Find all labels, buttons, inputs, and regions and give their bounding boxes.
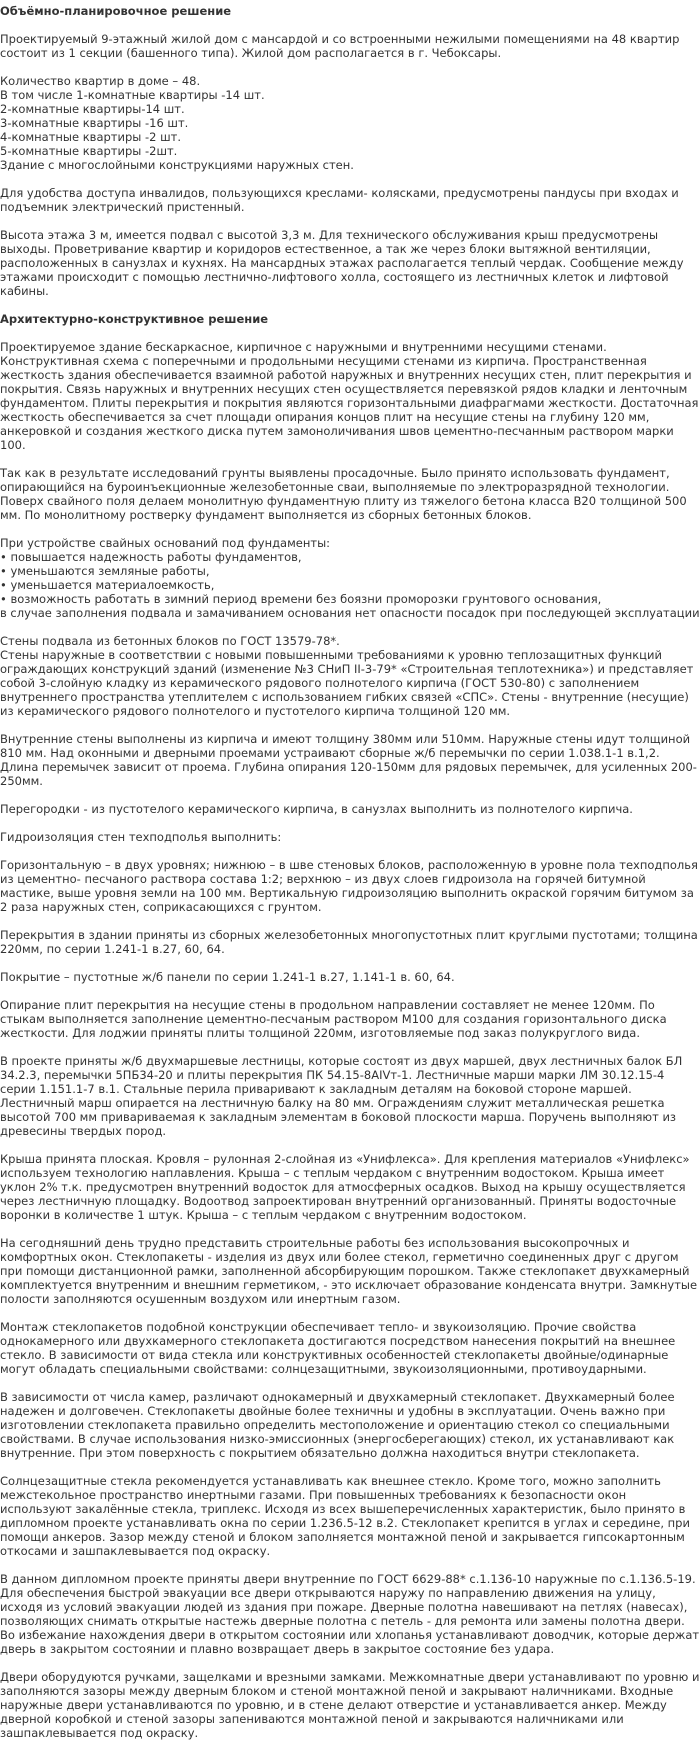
paragraph: Солнцезащитные стекла рекомендуется устанавливать как внешнее стекло. Кроме того, можно заполнить межстекольное пространство инертными газами. При повышенных требованиях к безопасности окон используют закалённые стекла, триплекс. Исходя из всех вышеперечисленных характеристик, было принято в дипломном проекте устанавливать окна по серии 1.236.5-12 в.2. Стеклопакет крепится в углах и середине, при помощи анкеров. Зазор между стеной и блоком заполняется монтажной пеной и закрывается гипсокартонным откосами и зашпаклевывается под окраску. <box>0 1474 690 1558</box>
section-heading-architecture: Архитектурно-конструктивное решение <box>0 312 269 326</box>
paragraph: Для удобства доступа инвалидов, пользующихся креслами- колясками, предусмотрены пандусы при входах и подъемник электрический пристенный. <box>0 186 679 214</box>
paragraph: Перегородки - из пустотелого керамического кирпича, в санузлах выполнить из полнотелого кирпича. <box>0 802 633 816</box>
paragraph: Проектируемое здание бескаркасное, кирпичное с наружными и внутренними несущими стенами. Конструктивная схема с поперечными и продольными несущими стенами из кирпича. Пространственная жесткость здания обеспечивается взаимной работой наружных и внутренних несущих стен, плит перекрытия и покрытия. Связь наружных и внутренних несущих стен осуществляется перевязкой рядов кладки и ленточным фундаментом. Плиты перекрытия и покрытия являются горизонтальными диафрагмами жесткости. Достаточная жесткость обеспечивается за счет площади опирания концов плит на несущие стены на глубину 120 мм, анкеровкой и создания жесткого диска путем замоноличивания швов цементно-песчанным раствором марки 100. <box>0 340 699 452</box>
section-heading-planning: Объёмно-планировочное решение <box>0 4 232 18</box>
paragraph: На сегодняшний день трудно представить строительные работы без использования высокопрочных и комфортных окон. Стеклопакеты - изделия из двух или более стекол, герметично соединенных друг с другом при помощи дистанционной рамки, заполненной абсорбирующим порошком. Также стеклопакет двухкамерный комплектуется внутренним и внешним герметиком, - это исключает образование конденсата внутри. Замкнутые полости заполняются осушенным воздухом или инертным газом. <box>0 1236 698 1306</box>
paragraph: Горизонтальную – в двух уровнях; нижнюю – в шве стеновых блоков, расположенную в уровне пола техподполья из цементно- песчаного раствора состава 1:2; верхнюю – из двух слоев гидроизола на горячей битумной мастике, выше уровня земли на 100 мм. Вертикальную гидроизоляцию выполнить окраской горячим битумом за 2 раза наружных стен, соприкасающихся с грунтом. <box>0 858 698 914</box>
paragraph: В зависимости от числа камер, различают однокамерный и двухкамерный стеклопакет. Двухкамерный более надежен и долговечен. Стеклопакеты двойные более техничны и удобны в эксплуатации. Очень важно при изготовлении стеклопакета правильно определить местоположение и ориентацию стекол со специальными свойствами. В случае использования низко-эмиссионных (энергосберегающих) стекол, их устанавливают как внутренние. При этом поверхность с покрытием обязательно должна находиться внутри стеклопакета. <box>0 1390 675 1460</box>
section-planning <box>0 32 700 298</box>
paragraph: При устройстве свайных оснований под фундаменты: • повышается надежность работы фундаментов, • уменьшаются земляные работы, • уменьшается материалоемкость, • возможность работать в зимний период времени без боязни проморозки грунтового основания, в случае заполнения подвала и замачиванием основания нет опасности посадок при последующей эксплуатации <box>0 536 700 620</box>
paragraph: Опирание плит перекрытия на несущие стены в продольном направлении составляет не менее 120мм. По стыкам выполняется заполнение цементно-песчаным раствором М100 для создания горизонтального диска жесткости. Для лоджии приняты плиты толщиной 220мм, изготовляемые под заказ полукруглого вида. <box>0 998 667 1040</box>
paragraph: Монтаж стеклопакетов подобной конструкции обеспечивает тепло- и звукоизоляцию. Прочие свойства однокамерного или двухкамерного стеклопакета достигаются посредством нанесения покрытий на внешнее стекло. В зависимости от вида стекла или конструктивных особенностей стеклопакеты двойные/одинарные могут обладать специальными свойствами: солнцезащитными, звукоизоляционными, противоударными. <box>0 1320 676 1376</box>
paragraph: Количество квартир в доме – 48. В том числе 1-комнатные квартиры -14 шт. 2-комнатные квартиры-14 шт. 3-комнатные квартиры -16 шт. 4-комнатные квартиры -2 шт. 5-комнатные квартиры -2шт. Здание с многослойными конструкциями наружных стен. <box>0 74 354 172</box>
paragraph: Перекрытия в здании приняты из сборных железобетонных многопустотных плит круглыми пустотами; толщина 220мм, по серии 1.241-1 в.27, 60, 64. <box>0 928 698 956</box>
paragraph: Так как в результате исследований грунты выявлены просадочные. Было принято использовать фундамент, опирающийся на буроинъекционные железобетонные сваи, выполняемые по электроразрядной технологии. Поверх свайного поля делаем монолитную фундаментную плиту из тяжелого бетона класса В20 толщиной 500 мм. По монолитному ростверку фундамент выполняется из сборных бетонных блоков. <box>0 466 687 522</box>
paragraph: Двери оборудуются ручками, защелками и врезными замками. Межкомнатные двери устанавливают по уровню и заполняются зазоры между дверным блоком и стеной монтажной пеной и закрывают наличниками. Входные наружные двери устанавливаются по уровню, и в стене делают отверстие и устанавливается анкер. Между дверной коробкой и стеной зазоры запениваются монтажной пеной и закрываются наличниками или зашпаклевывается под окраску. <box>0 1670 700 1740</box>
paragraph: Крыша принята плоская. Кровля – рулонная 2-слойная из «Унифлекса». Для крепления материалов «Унифлекс» используем технологию наплавления. Крыша – с теплым чердаком с внутренним водостоком. Крыша имеет уклон 2% т.к. предусмотрен внутренний водосток для атмосферных осадков. Выход на крышу осуществляется через лестничную площадку. Водоотвод запроектирован внутренний организованный. Приняты водосточные воронки в количестве 1 штук. Крыша – с теплым чердаком с внутренним водостоком. <box>0 1152 690 1222</box>
paragraph: Внутренние стены выполнены из кирпича и имеют толщину 380мм или 510мм. Наружные стены идут толщиной 810 мм. Над оконными и дверными проемами устраивают сборные ж/б перемычки по серии 1.038.1-1 в.1,2. Длина перемычек зависит от проема. Глубина опирания 120-150мм для рядовых перемычек, для усиленных 200-250мм. <box>0 732 697 788</box>
paragraph: Стены подвала из бетонных блоков по ГОСТ 13579-78*. Стены наружные в соответствии с новыми повышенными требованиями к уровню теплозащитных функций ограждающих конструкций зданий (изменение №3 СНиП II-3-79* «Строительная теплотехника») и представляет собой 3-слойную кладку из керамического рядового полнотелого кирпича (ГОСТ 530-80) с заполнением внутреннего пространства утеплителем с использованием гибких связей «СПС». Стены - внутренние (несущие) из керамического рядового полнотелого и пустотелого кирпича толщиной 120 мм. <box>0 634 694 718</box>
paragraph: Высота этажа 3 м, имеется подвал с высотой 3,3 м. Для технического обслуживания крыш предусмотрены выходы. Проветривание квартир и коридоров естественное, а так же через блоки вытяжной вентиляции, расположенных в санузлах и кухнях. На мансардных этажах располагается теплый чердак. Сообщение между этажами происходит с помощью лестнично-лифтового холла, состоящего из лестничных клеток и лифтовой кабины. <box>0 228 684 298</box>
paragraph: В данном дипломном проекте приняты двери внутренние по ГОСТ 6629-88* с.1.136-10 наружные по с.1.136.5-19. Для обеспечения быстрой эвакуации все двери открываются наружу по направлению движения на улицу, исходя из условий эвакуации людей из здания при пожаре. Дверные полотна навешивают на петлях (навесах), позволяющих снимать открытые настежь дверные полотна с петель - для ремонта или замены полотна двери. Во избежание нахождения двери в открытом состоянии или хлопанья устанавливают доводчик, которые держат дверь в закрытом состоянии и плавно возвращает дверь в закрытое состояние без удара. <box>0 1572 700 1656</box>
paragraph: Проектируемый 9-этажный жилой дом с мансардой и со встроенными нежилыми помещениями на 48 квартир состоит из 1 секции (башенного типа). Жилой дом располагается в г. Чебоксары. <box>0 32 680 60</box>
paragraph: Гидроизоляция стен техподполья выполнить: <box>0 830 282 844</box>
paragraph: В проекте приняты ж/б двухмаршевые лестницы, которые состоят из двух маршей, двух лестничных балок БЛ 34.2.3, перемычки 5ПБ34-20 и плиты перекрытия ПК 54.15-8AIVт-1. Лестничные марши марки ЛМ 30.12.15-4 серии 1.151.1-7 в.1. Стальные перила приваривают к закладным деталям на боковой стороне маршей. Лестничный марш опирается на лестничную балку на 80 мм. Ограждениям служит металлическая решетка высотой 700 мм привариваемая к закладным элементам в боковой плоскости марша. Поручень выполняют из древесины твердых пород. <box>0 1054 683 1138</box>
paragraph: Покрытие – пустотные ж/б панели по серии 1.241-1 в.27, 1.141-1 в. 60, 64. <box>0 970 455 984</box>
section-architecture <box>0 340 700 1740</box>
